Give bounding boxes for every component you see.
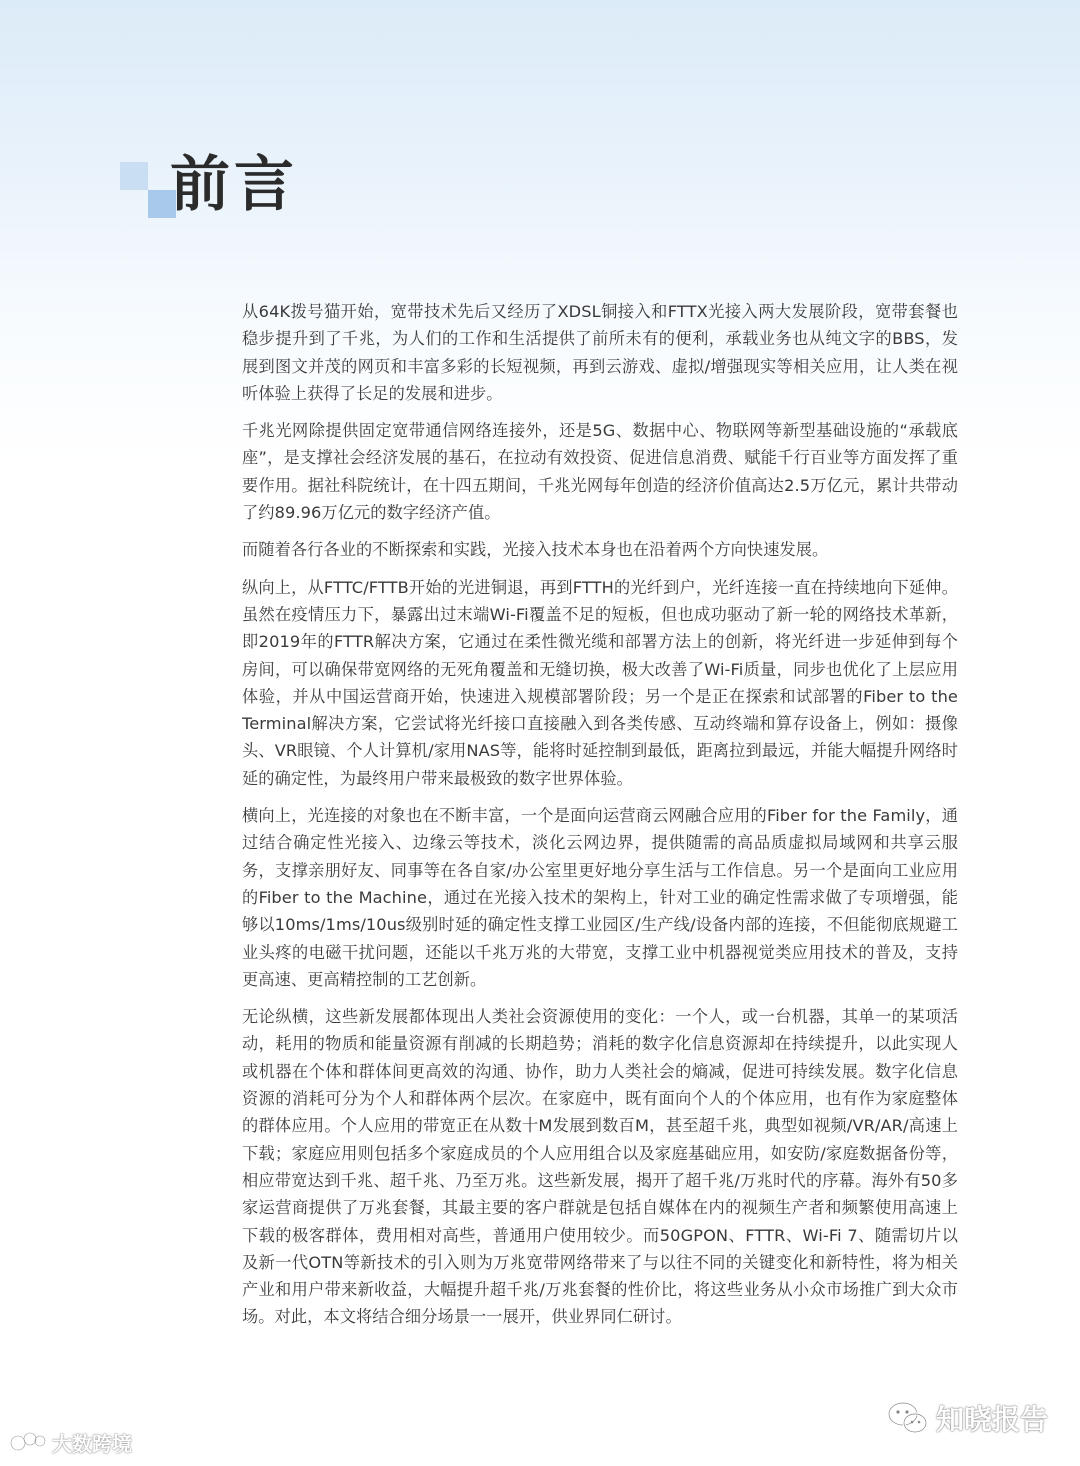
paragraph-1: 从64K拨号猫开始，宽带技术先后又经历了XDSL铜接入和FTTX光接入两大发展阶段，宽带套餐也稳步提升到了千兆，为人们的工作和生活提供了前所未有的便利，承载业务也从纯文字的BBS，发展到图文并茂的网页和丰富多彩的长短视频，再到云游戏、虚拟/增强现实等相关应用，让人类在视听体验上获得了长足的发展和进步。 xyxy=(242,302,958,403)
paragraph-3: 而随着各行各业的不断探索和实践，光接入技术本身也在沿着两个方向快速发展。 xyxy=(242,540,829,560)
watermark-left-text: 大数跨境 xyxy=(52,1432,132,1456)
link-logo-icon xyxy=(8,1429,48,1457)
paragraph-5: 横向上，光连接的对象也在不断丰富，一个是面向运营商云网融合应用的Fiber for the Family，通过结合确定性光接入、边缘云等技术，淡化云网边界，提供随需的高品质虚拟局域网和共享云服务，支撑亲朋好友、同事等在各自家/办公室里更好地分享生活与工作信息。另一个是面向工业应用的Fiber to the Machine，通过在光接入技术的架构上，针对工业的确定性需求做了专项增强，能够以10ms/1ms/10us级别时延的确定性支撑工业园区/生产线/设备内部的连接，不但能彻底规避工业头疼的电磁干扰问题，还能以千兆万兆的大带宽，支撑工业中机器视觉类应用技术的普及，支持更高速、更高精控制的工艺创新。 xyxy=(242,806,958,989)
wechat-icon xyxy=(886,1399,930,1437)
paragraph-4: 纵向上，从FTTC/FTTB开始的光进铜退，再到FTTH的光纤到户，光纤连接一直在持续地向下延伸。虽然在疫情压力下，暴露出过末端Wi-Fi覆盖不足的短板，但也成功驱动了新一轮的网络技术革新，即2019年的FTTR解决方案，它通过在柔性微光缆和部署方法上的创新，将光纤进一步延伸到每个房间，可以确保带宽网络的无死角覆盖和无缝切换，极大改善了Wi-Fi质量，同步也优化了上层应用体验，并从中国运营商开始，快速进入规模部署阶段；另一个是正在探索和试部署的Fiber to the Terminal解决方案，它尝试将光纤接口直接融入到各类传感、互动终端和算存设备上，例如：摄像头、VR眼镜、个人计算机/家用NAS等，能将时延控制到最低，距离拉到最远，并能大幅提升网络时延的确定性，为最终用户带来最极致的数字世界体验。 xyxy=(242,577,958,788)
watermark-left xyxy=(8,1428,132,1457)
page-title: 前言 xyxy=(170,150,298,220)
body-text xyxy=(242,298,958,1341)
watermark-right-text: 知晓报告 xyxy=(936,1403,1049,1436)
title-decoration-square-light xyxy=(120,162,148,190)
watermark-right xyxy=(886,1398,1048,1438)
paragraph-6: 无论纵横，这些新发展都体现出人类社会资源使用的变化：一个人，或一台机器，其单一的某项活动，耗用的物质和能量资源有削减的长期趋势；消耗的数字化信息资源却在持续提升，以此实现人或机器在个体和群体间更高效的沟通、协作，助力人类社会的熵减，促进可持续发展。数字化信息资源的消耗可分为个人和群体两个层次。在家庭中，既有面向个人的个体应用，也有作为家庭整体的群体应用。个人应用的带宽正在从数十M发展到数百M，甚至超千兆，典型如视频/VR/AR/高速上下载；家庭应用则包括多个家庭成员的个人应用组合以及家庭基础应用，如安防/家庭数据备份等，相应带宽达到千兆、超千兆、乃至万兆。这些新发展，揭开了超千兆/万兆时代的序幕。海外有50多家运营商提供了万兆套餐，其最主要的客户群就是包括自媒体在内的视频生产者和频繁使用高速上下载的极客群体，费用相对高些，普通用户使用较少。而50GPON、FTTR、Wi-Fi 7、随需切片以及新一代OTN等新技术的引入则为万兆宽带网络带来了与以往不同的关键变化和新特性，将为相关产业和用户带来新收益，大幅提升超千兆/万兆套餐的性价比，将这些业务从小众市场推广到大众市场。对此，本文将结合细分场景一一展开，供业界同仁研讨。 xyxy=(242,1007,958,1327)
paragraph-2: 千兆光网除提供固定宽带通信网络连接外，还是5G、数据中心、物联网等新型基础设施的“承载底座”，是支撑社会经济发展的基石，在拉动有效投资、促进信息消费、赋能千行百业等方面发挥了重要作用。据社科院统计，在十四五期间，千兆光网每年创造的经济价值高达2.5万亿元，累计共带动了约89.96万亿元的数字经济产值。 xyxy=(242,421,958,523)
